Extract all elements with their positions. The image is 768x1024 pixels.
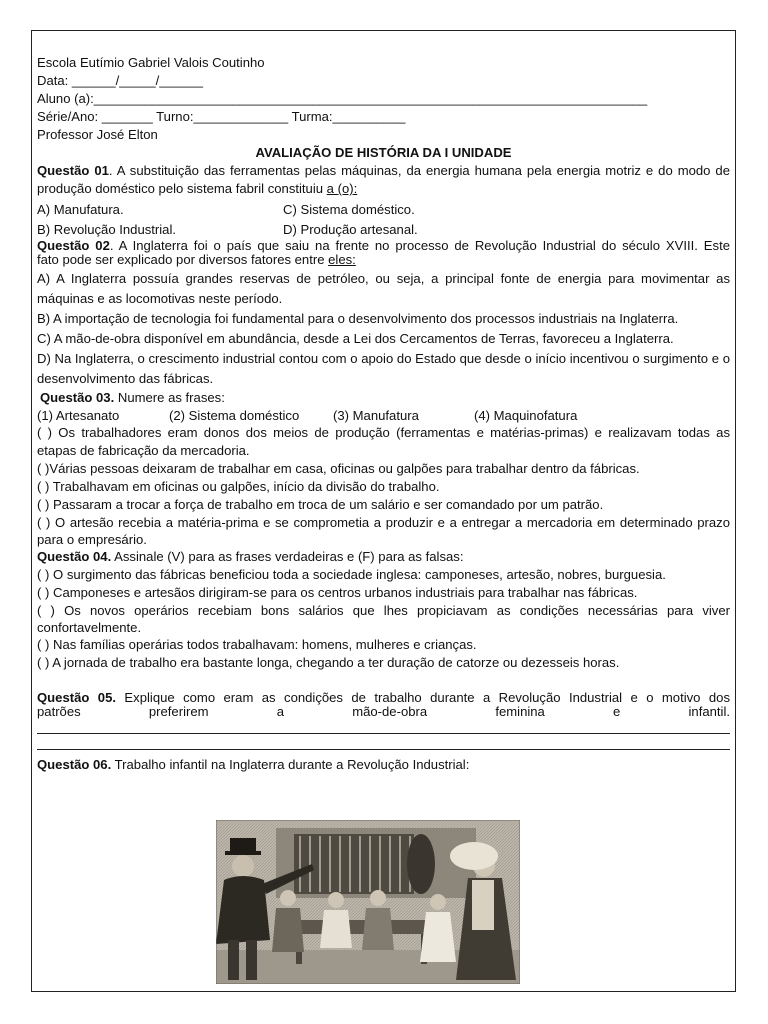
question-3-categories xyxy=(37,407,730,424)
question-3-heading xyxy=(37,389,730,407)
question-2-line-1 xyxy=(37,239,730,253)
category-4: (4) Maquinofatura xyxy=(474,408,578,423)
question-4-text: Assinale (V) para as frases verdadeiras e (F) para as falsas: xyxy=(111,549,464,564)
answer-line-2 xyxy=(37,736,730,750)
question-1-text: . A substituição das ferramentas pelas máquinas, da energia humana pela energia motriz e do modo de produção doméstico pelo sistema fabril constituiu xyxy=(37,163,730,196)
student-name-field: Aluno (a):____________________________________________________________________________ xyxy=(37,91,648,106)
question-4-item-5: ( ) A jornada de trabalho era bastante longa, chegando a ter duração de catorze ou dezesseis horas. xyxy=(37,655,620,670)
question-4-item-1: ( ) O surgimento das fábricas beneficiou toda a sociedade inglesa: camponeses, artesão, nobres, burguesia. xyxy=(37,567,666,582)
question-5-line-1 xyxy=(37,691,730,705)
category-1: (1) Artesanato xyxy=(37,408,120,423)
question-1-option-d: D) Produção artesanal. xyxy=(283,222,418,237)
question-5-line-2: patrões preferirem a mão-de-obra feminina e infantil. xyxy=(37,704,730,719)
teacher-name: Professor José Elton xyxy=(37,127,158,142)
question-4-item-2: ( ) Camponeses e artesãos dirigiram-se para os centros urbanos industriais para trabalhar nas fábricas. xyxy=(37,585,638,600)
question-1-tail: a (o): xyxy=(326,181,358,196)
question-3-label: Questão 03. xyxy=(40,390,115,405)
engraving-image xyxy=(216,820,520,984)
question-2-tail: eles: xyxy=(328,253,356,267)
question-6-text: Trabalho infantil na Inglaterra durante a Revolução Industrial: xyxy=(111,757,470,772)
category-3: (3) Manufatura xyxy=(333,408,419,423)
question-2-text: . A Inglaterra foi o país que saiu na frente no processo de Revolução Industrial do século XVIII. Este xyxy=(109,238,730,253)
question-4-label: Questão 04. xyxy=(37,549,112,564)
answer-line-1 xyxy=(37,721,730,734)
question-1-option-a: A) Manufatura. xyxy=(37,202,124,217)
question-3-item-5: ( ) O artesão recebia a matéria-prima e se comprometia a produzir e a entregar a mercadoria em determinado prazo para o empresário. xyxy=(37,515,730,547)
question-1-options-row-2 xyxy=(37,221,730,239)
question-4-item-3: ( ) Os novos operários recebiam bons salários que lhes propiciavam as condições necessárias para viver confortavelmente. xyxy=(37,603,730,635)
question-3-item-2: ( )Várias pessoas deixaram de trabalhar em casa, oficinas ou galpões para trabalhar dentro da fábricas. xyxy=(37,461,640,476)
question-5-text: Explique como eram as condições de trabalho durante a Revolução Industrial e o motivo dos xyxy=(116,690,730,705)
school-name: Escola Eutímio Gabriel Valois Coutinho xyxy=(37,55,265,70)
question-5-label: Questão 05. xyxy=(37,690,117,705)
question-2-label: Questão 02 xyxy=(37,238,110,253)
question-2-line-2 xyxy=(37,253,730,267)
question-4-item-4: ( ) Nas famílias operárias todos trabalhavam: homens, mulheres e crianças. xyxy=(37,637,477,652)
question-2-option-a: A) A Inglaterra possuía grandes reservas de petróleo, ou seja, a principal fonte de energia para movimentar as máquinas e as locomotivas neste período. xyxy=(37,271,730,306)
question-2-option-c: C) A mão-de-obra disponível em abundância, desde a Lei dos Cercamentos de Terras, favoreceu a Inglaterra. xyxy=(37,331,674,346)
category-2: (2) Sistema doméstico xyxy=(169,408,300,423)
question-2-option-d: D) Na Inglaterra, o crescimento industrial contou com o apoio do Estado que desde o início incentivou o surgimento e o desenvolvimento das fábricas. xyxy=(37,351,730,386)
exam-sheet xyxy=(37,54,730,774)
question-1 xyxy=(37,162,730,198)
question-1-option-c: C) Sistema doméstico. xyxy=(283,202,415,217)
exam-title: AVALIAÇÃO DE HISTÓRIA DA I UNIDADE xyxy=(255,145,512,160)
question-6-label: Questão 06. xyxy=(37,757,112,772)
loom-machine xyxy=(294,834,435,894)
question-2-text-2: fato pode ser explicado por diversos fatores entre xyxy=(37,253,329,267)
question-3-text: Numere as frases: xyxy=(114,390,225,405)
question-2-option-b: B) A importação de tecnologia foi fundamental para o desenvolvimento dos processos industriais na Inglaterra. xyxy=(37,311,679,326)
grade-shift-class-field: Série/Ano: _______ Turno:_____________ Turma:__________ xyxy=(37,109,406,124)
question-1-options-row-1 xyxy=(37,201,730,219)
question-4-heading xyxy=(37,548,730,566)
question-6-heading xyxy=(37,756,730,774)
date-field: Data: ______/_____/______ xyxy=(37,73,204,88)
question-1-option-b: B) Revolução Industrial. xyxy=(37,222,177,237)
question-3-item-4: ( ) Passaram a trocar a força de trabalho em troca de um salário e ser comandado por um patrão. xyxy=(37,497,604,512)
question-1-label: Questão 01 xyxy=(37,163,109,178)
child-labor-illustration xyxy=(216,820,520,984)
question-3-item-3: ( ) Trabalhavam em oficinas ou galpões, início da divisão do trabalho. xyxy=(37,479,440,494)
question-3-item-1: ( ) Os trabalhadores eram donos dos meios de produção (ferramentas e matérias-primas) e realizavam todas as etapas de fabricação da mercadoria. xyxy=(37,425,730,458)
